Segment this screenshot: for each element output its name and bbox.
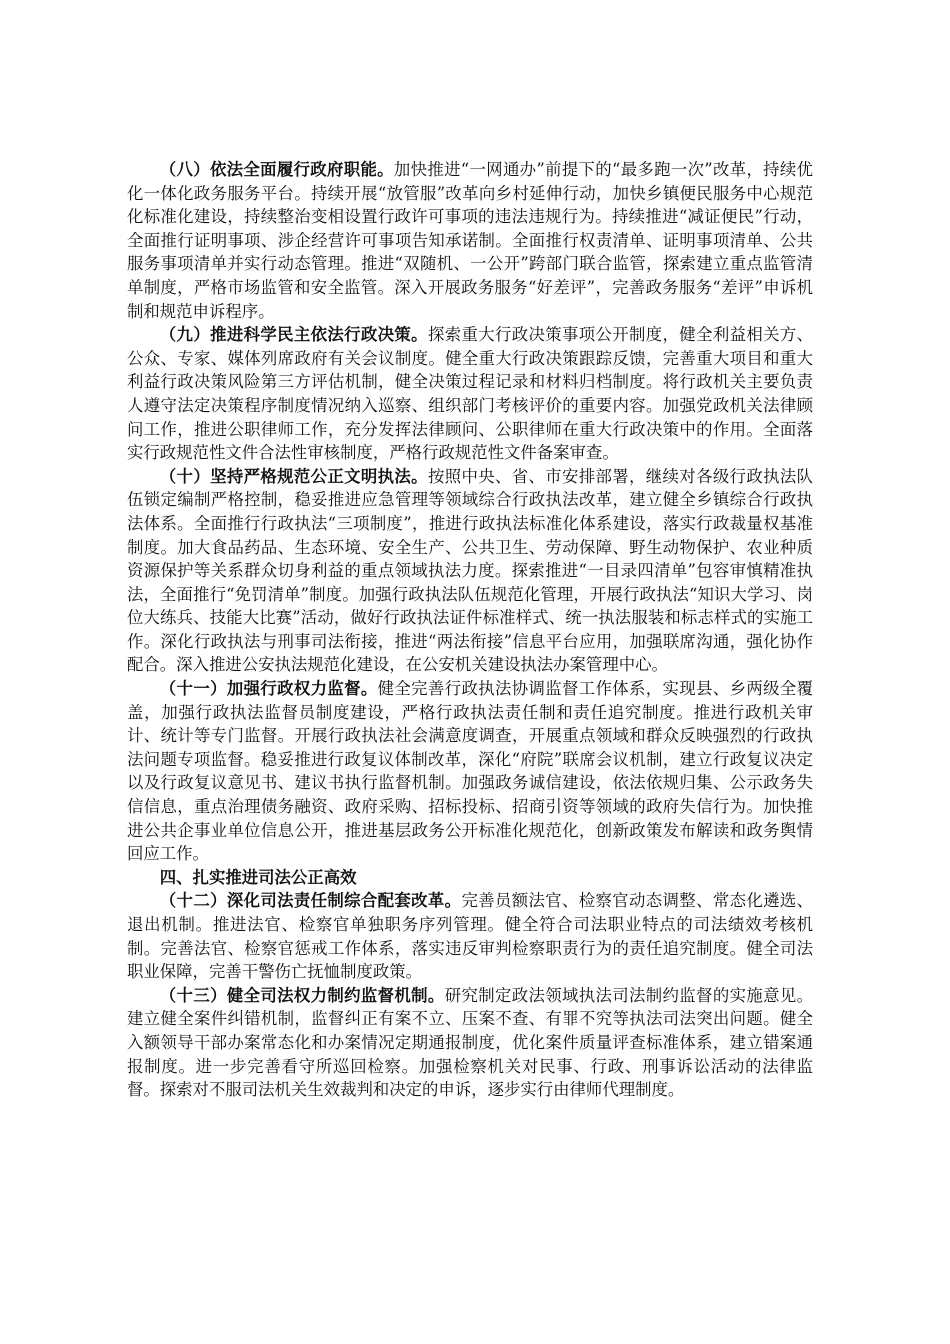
section-8-body: 加快推进“一网通办”前提下的“最多跑一次”改革，持续优化一体化政务服务平台。持续开展“放管服”改革向乡村延伸行动，加快乡镇便民服务中心规范化标准化建设，持续整治变相设置行政许可事项的违法违规行为。持续推进“减证便民”行动，全面推行证明事项、涉企经营许可事项告知承诺制。全面推行权责清单、证明事项清单、公共服务事项清单并实行动态管理。推进“双随机、一公开”跨部门联合监管，探索建立重点监管清单制度，严格市场监管和安全监管。深入开展政务服务“好差评”，完善政务服务“差评”申诉机制和规范申诉程序。: [127, 160, 813, 321]
section-13-body: 研究制定政法领域执法司法制约监督的实施意见。建立健全案件纠错机制，监督纠正有案不立、压案不查、有罪不究等执法司法突出问题。健全入额领导干部办案常态化和办案情况定期通报制度，优化案件质量评查标准体系，建立错案通报制度。进一步完善看守所巡回检察。加强检察机关对民事、行政、刑事诉讼活动的法律监督。探索对不服司法机关生效裁判和决定的申诉，逐步实行由律师代理制度。: [127, 985, 813, 1100]
section-12-lead: （十二）深化司法责任制综合配套改革。: [159, 891, 462, 911]
section-8-lead: （八）依法全面履行政府职能。: [159, 160, 394, 179]
section-10-lead: （十）坚持严格规范公正文明执法。: [159, 466, 428, 486]
section-11-lead: （十一）加强行政权力监督。: [159, 679, 378, 699]
document-page: [127, 158, 813, 1102]
section-12-body: 完善员额法官、检察官动态调整、常态化遴选、退出机制。推进法官、检察官单独职务序列管理。健全符合司法职业特点的司法绩效考核机制。完善法官、检察官惩戒工作体系，落实违反审判检察职责行为的责任追究制度。健全司法职业保障，完善干警伤亡抚恤制度政策。: [127, 891, 814, 982]
section-11-body: 健全完善行政执法协调监督工作体系，实现县、乡两级全覆盖，加强行政执法监督员制度建设，严格行政执法责任制和责任追究制度。推进行政机关审计、统计等专门监督。开展行政执法社会满意度调查，开展重点领域和群众反映强烈的行政执法问题专项监督。稳妥推进行政复议体制改革，深化“府院”联席会议机制，建立行政复议决定以及行政复议意见书、建议书执行监督机制。加强政务诚信建设，依法依规归集、公示政务失信信息，重点治理债务融资、政府采购、招标投标、招商引资等领域的政府失信行为。加快推进公共企事业单位信息公开，推进基层政务公开标准化规范化，创新政策发布解读和政务舆情回应工作。: [127, 679, 814, 864]
paragraph-section-13: [127, 984, 813, 1102]
paragraph-section-9: [127, 323, 813, 465]
section-9-body: 探索重大行政决策事项公开制度，健全利益相关方、公众、专家、媒体列席政府有关会议制度。健全重大行政决策跟踪反馈，完善重大项目和重大利益行政决策风险第三方评估机制，健全决策过程记录和材料归档制度。将行政机关主要负责人遵守法定决策程序制度情况纳入巡察、组织部门考核评价的重要内容。加强党政机关法律顾问工作，推进公职律师工作，充分发挥法律顾问、公职律师在重大行政决策中的作用。全面落实行政规范性文件合法性审核制度，严格行政规范性文件备案审查。: [127, 325, 814, 463]
section-10-body: 按照中央、省、市安排部署，继续对各级行政执法队伍锁定编制严格控制，稳妥推进应急管理等领域综合行政执法改革，建立健全乡镇综合行政执法体系。全面推行行政执法“三项制度”，推进行政执法标准化体系建设，落实行政裁量权基准制度。加大食品药品、生态环境、安全生产、公共卫生、劳动保障、野生动物保护、农业种质资源保护等关系群众切身利益的重点领域执法力度。探索推进“一目录四清单”包容审慎精准执法，全面推行“免罚清单”制度。加强行政执法队伍规范化管理，开展行政执法“知识大学习、岗位大练兵、技能大比赛”活动，做好行政执法证件标准样式、统一执法服装和标志样式的实施工作。深化行政执法与刑事司法衔接，推进“两法衔接”信息平台应用，加强联席沟通，强化协作配合。深入推进公安执法规范化建设，在公安机关建设执法办案管理中心。: [127, 466, 814, 675]
paragraph-section-10: [127, 465, 813, 677]
paragraph-section-11: [127, 677, 813, 866]
heading-part-4: 四、扎实推进司法公正高效: [159, 867, 357, 887]
paragraph-section-8: [127, 158, 813, 323]
paragraph-section-12: [127, 889, 813, 983]
section-13-lead: （十三）健全司法权力制约监督机制。: [159, 985, 445, 1005]
section-9-lead: （九）推进科学民主依法行政决策。: [159, 325, 428, 345]
